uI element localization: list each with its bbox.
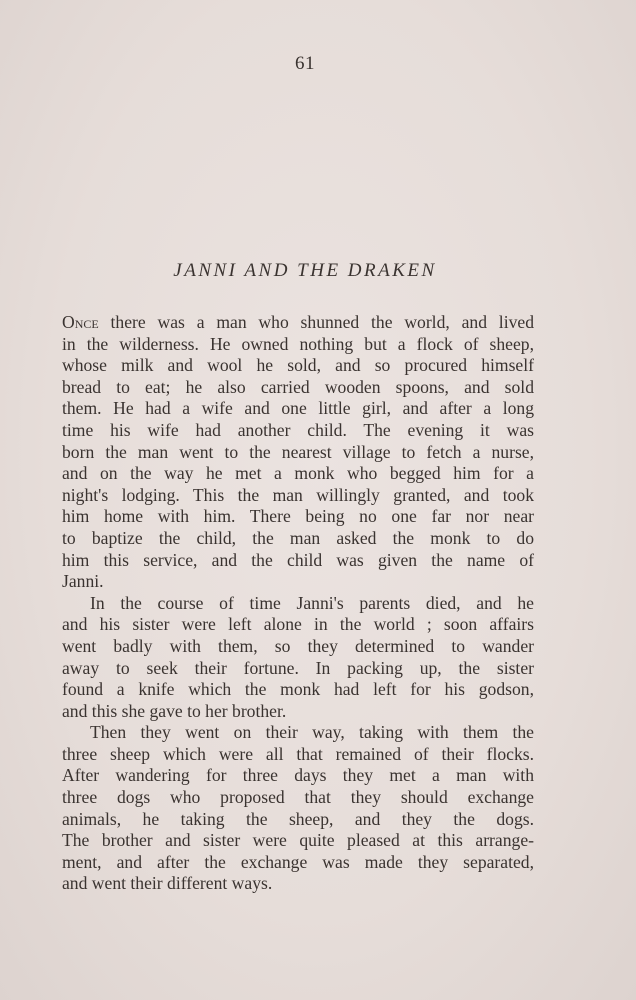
text-line: three dogs who proposed that they should exchange xyxy=(62,787,534,808)
chapter-title: JANNI AND THE DRAKEN xyxy=(173,260,437,281)
text-line: The brother and sister were quite pleased at this arrange- xyxy=(62,830,534,851)
text-line: Janni. xyxy=(62,571,104,592)
text-line: whose milk and wool he sold, and so procured himself xyxy=(62,355,534,376)
text-line: night's lodging. This the man willingly granted, and took xyxy=(62,484,534,505)
text-line: Once there was a man who shunned the world, and lived xyxy=(62,312,534,332)
text-line: Then they went on their way, taking with them the xyxy=(90,722,534,743)
text-line: three sheep which were all that remained of their flocks. xyxy=(62,743,534,764)
text-line: time his wife had another child. The evening it was xyxy=(62,419,534,440)
text-line: to baptize the child, the man asked the monk to do xyxy=(62,527,534,548)
text-line: him this service, and the child was given the name of xyxy=(62,549,534,570)
body-text xyxy=(62,312,534,895)
text-line: and on the way he met a monk who begged him for a xyxy=(62,463,534,484)
text-line: animals, he taking the sheep, and they the dogs. xyxy=(62,808,534,829)
text-line: and went their different ways. xyxy=(62,873,273,894)
text-line: and his sister were left alone in the world ; soon affairs xyxy=(62,614,534,635)
text-line: bread to eat; he also carried wooden spoons, and sold xyxy=(62,376,534,397)
text-line: After wandering for three days they met a man with xyxy=(62,765,534,786)
text-line: went badly with them, so they determined to wander xyxy=(62,635,534,656)
opening-word: Once xyxy=(62,312,99,332)
text-line: and this she gave to her brother. xyxy=(62,700,287,721)
text-line: found a knife which the monk had left for his godson, xyxy=(62,679,534,700)
text-line: In the course of time Janni's parents died, and he xyxy=(90,592,534,613)
text-line: away to seek their fortune. In packing up, the sister xyxy=(62,657,534,678)
text-line: born the man went to the nearest village to fetch a nurse, xyxy=(62,441,534,462)
text-line: them. He had a wife and one little girl, and after a long xyxy=(62,398,534,419)
text-line: ment, and after the exchange was made they separated, xyxy=(62,851,534,872)
text-line: him home with him. There being no one far nor near xyxy=(62,506,534,527)
page-number: 61 xyxy=(295,53,315,74)
text-line: in the wilderness. He owned nothing but a flock of sheep, xyxy=(62,333,534,354)
